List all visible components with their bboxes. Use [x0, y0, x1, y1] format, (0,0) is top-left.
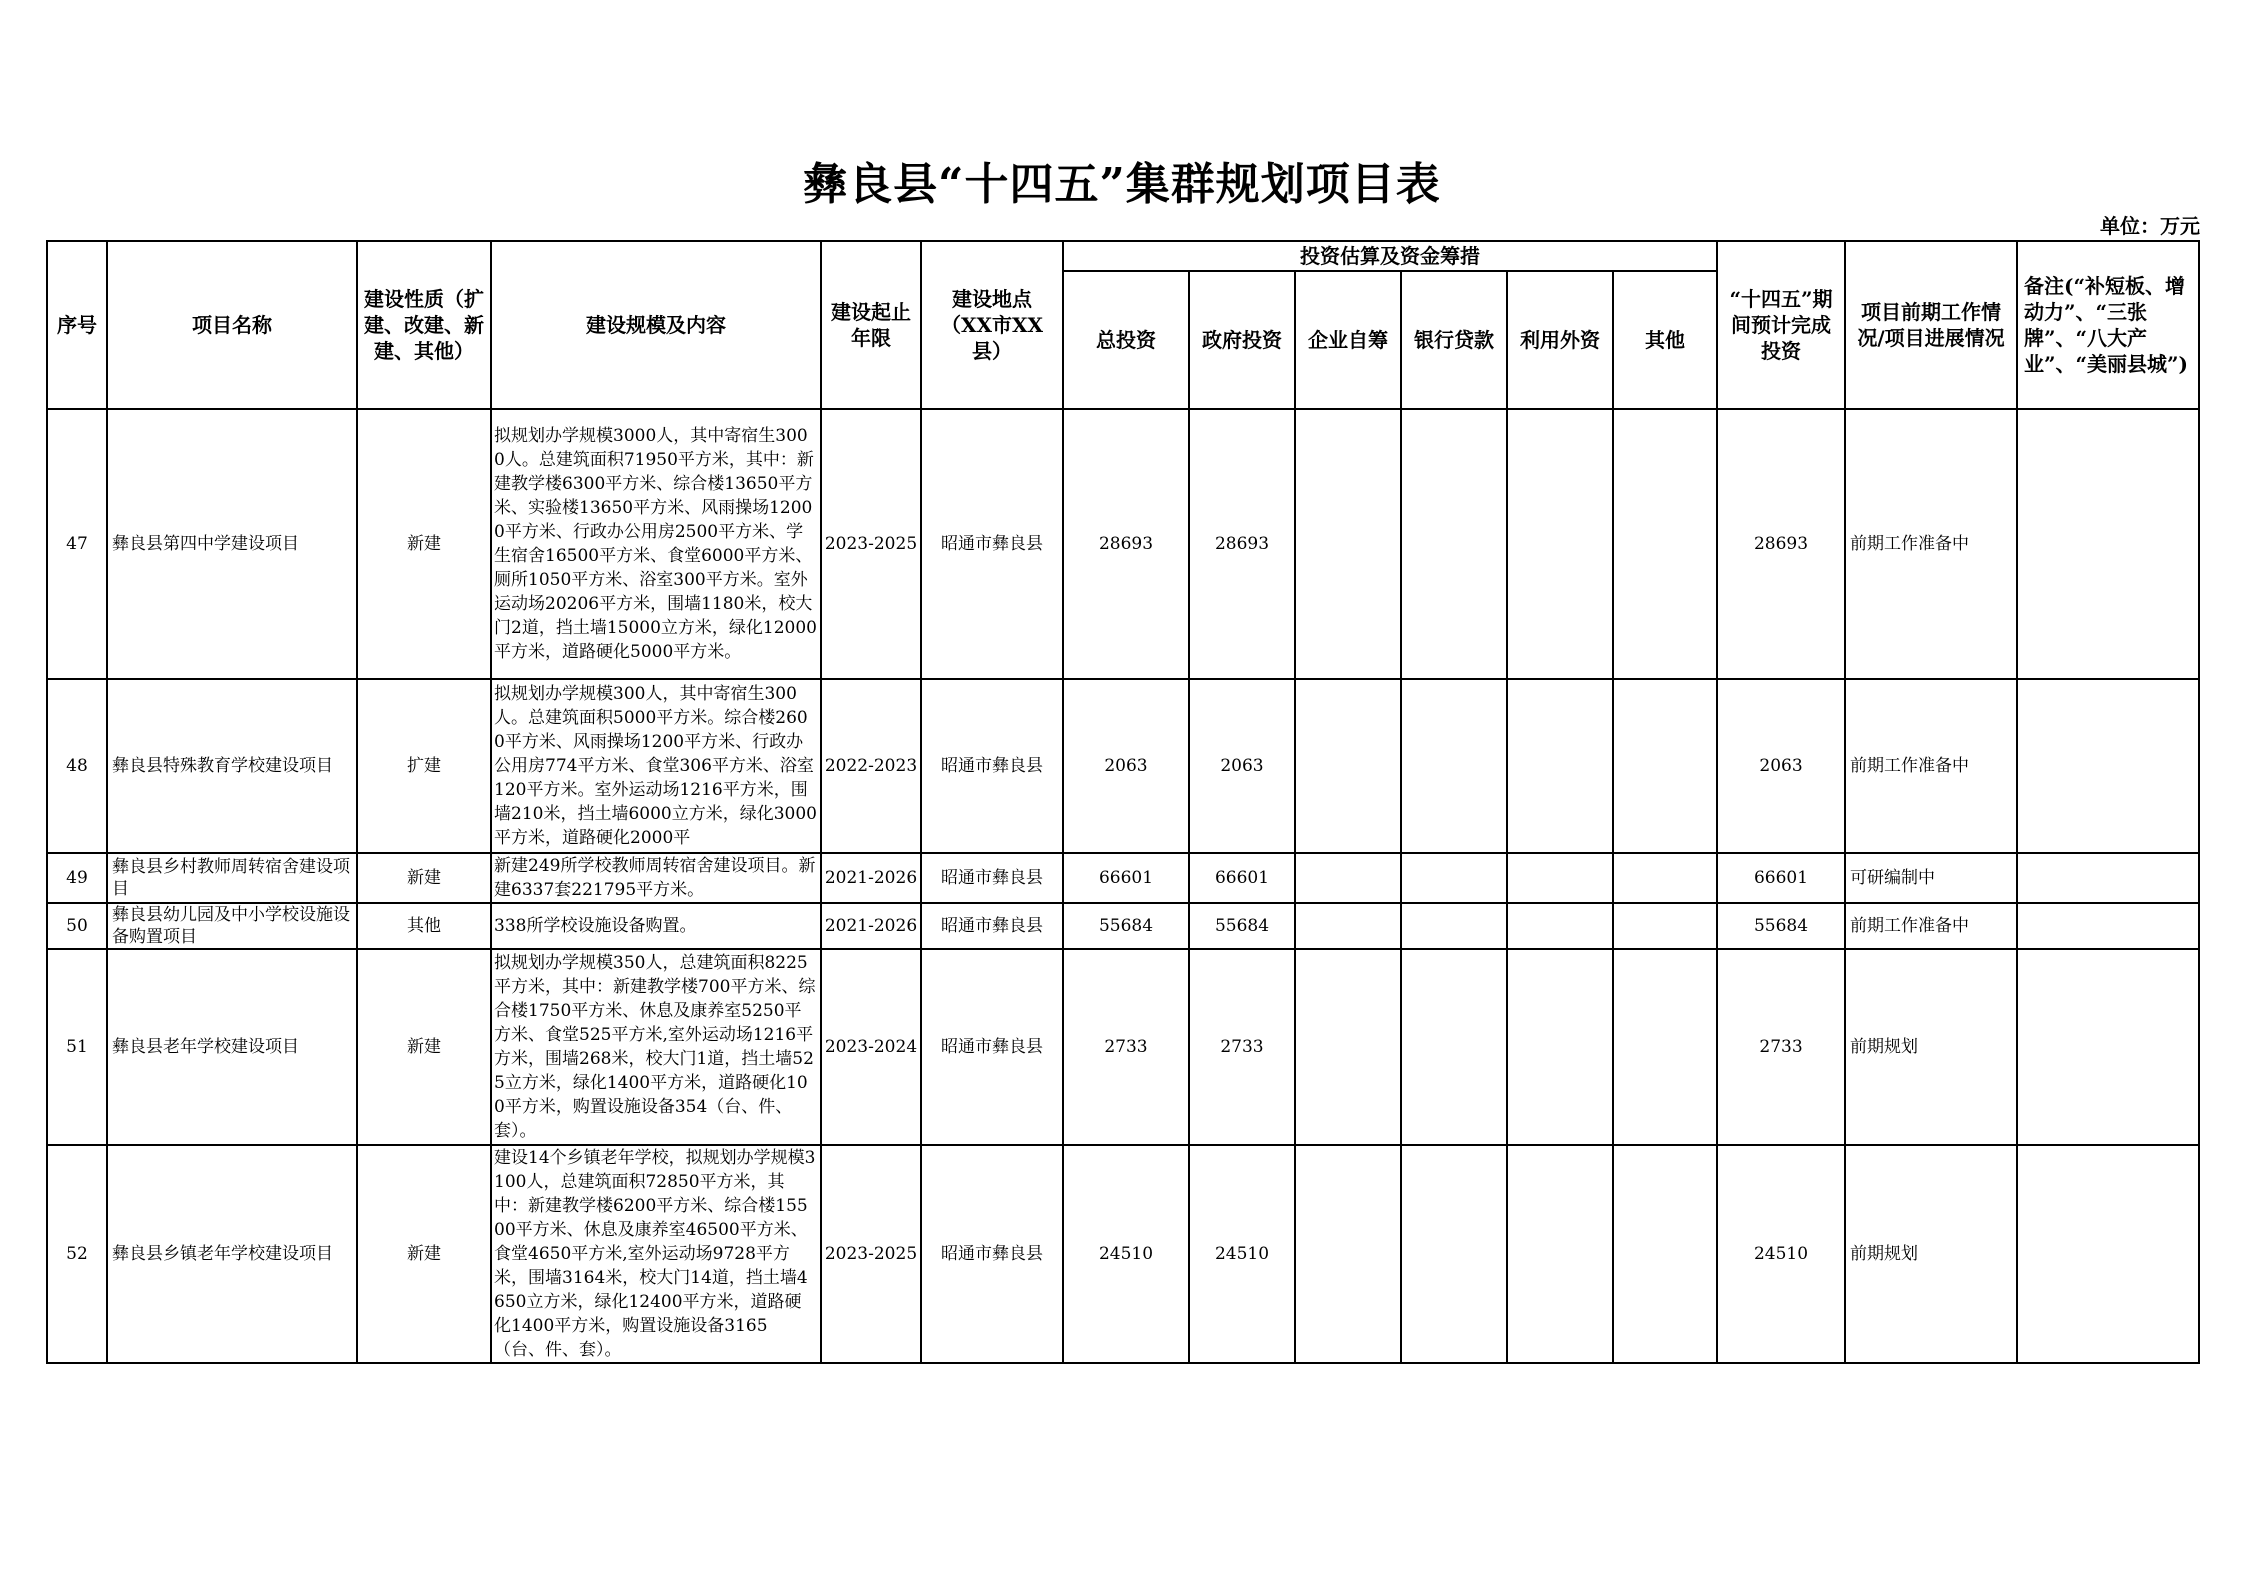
row-progress: 前期工作准备中 [1845, 903, 2017, 949]
row-period: 2021-2026 [821, 853, 921, 903]
row-nature: 新建 [357, 853, 491, 903]
row-foreign [1507, 949, 1613, 1145]
row-other [1613, 949, 1717, 1145]
header-seq: 序号 [47, 241, 107, 409]
page-title: 彝良县“十四五”集群规划项目表 [803, 159, 1441, 210]
header-expected: “十四五”期间预计完成投资 [1717, 241, 1845, 409]
row-bank [1401, 903, 1507, 949]
table-row [47, 903, 2199, 949]
row-total: 66601 [1063, 853, 1189, 903]
row-location: 昭通市彝良县 [921, 949, 1063, 1145]
row-bank [1401, 1145, 1507, 1363]
row-other [1613, 679, 1717, 853]
row-period: 2023-2025 [821, 409, 921, 679]
row-gov: 2733 [1189, 949, 1295, 1145]
project-table [46, 240, 2200, 1364]
row-other [1613, 903, 1717, 949]
row-content: 拟规划办学规模350人，总建筑面积8225平方米，其中：新建教学楼700平方米、综合楼1750平方米、休息及康养室5250平方米、食堂525平方米,室外运动场1216平方米，围墙268米，校大门1道，挡土墙525立方米，绿化1400平方米，道路硬化100平方米，购置设施设备354（台、件、套）。 [491, 949, 821, 1145]
row-location: 昭通市彝良县 [921, 853, 1063, 903]
row-content: 338所学校设施设备购置。 [491, 903, 821, 949]
row-gov: 28693 [1189, 409, 1295, 679]
row-bank [1401, 853, 1507, 903]
header-bank: 银行贷款 [1401, 271, 1507, 409]
row-remark [2017, 903, 2199, 949]
row-period: 2022-2023 [821, 679, 921, 853]
row-enterprise [1295, 1145, 1401, 1363]
row-period: 2023-2024 [821, 949, 921, 1145]
row-nature: 新建 [357, 1145, 491, 1363]
header-enterprise: 企业自筹 [1295, 271, 1401, 409]
row-name: 彝良县老年学校建设项目 [107, 949, 357, 1145]
header-foreign: 利用外资 [1507, 271, 1613, 409]
row-expected: 2063 [1717, 679, 1845, 853]
header-location: 建设地点（XX市XX县） [921, 241, 1063, 409]
header-content: 建设规模及内容 [491, 241, 821, 409]
row-enterprise [1295, 949, 1401, 1145]
row-seq: 52 [47, 1145, 107, 1363]
table-row [47, 679, 2199, 853]
row-remark [2017, 949, 2199, 1145]
row-progress: 前期工作准备中 [1845, 679, 2017, 853]
row-gov: 55684 [1189, 903, 1295, 949]
unit-label: 单位：万元 [2100, 214, 2200, 238]
row-enterprise [1295, 679, 1401, 853]
header-gov: 政府投资 [1189, 271, 1295, 409]
row-location: 昭通市彝良县 [921, 903, 1063, 949]
table-row [47, 409, 2199, 679]
row-foreign [1507, 903, 1613, 949]
row-remark [2017, 679, 2199, 853]
header-remark: 备注(“补短板、增动力”、“三张牌”、“八大产业”、“美丽县城”) [2017, 241, 2199, 409]
row-enterprise [1295, 853, 1401, 903]
row-expected: 28693 [1717, 409, 1845, 679]
row-seq: 50 [47, 903, 107, 949]
row-seq: 47 [47, 409, 107, 679]
row-foreign [1507, 853, 1613, 903]
header-total: 总投资 [1063, 271, 1189, 409]
row-progress: 前期规划 [1845, 1145, 2017, 1363]
row-name: 彝良县乡镇老年学校建设项目 [107, 1145, 357, 1363]
row-nature: 其他 [357, 903, 491, 949]
row-period: 2021-2026 [821, 903, 921, 949]
row-other [1613, 853, 1717, 903]
row-enterprise [1295, 903, 1401, 949]
row-location: 昭通市彝良县 [921, 1145, 1063, 1363]
row-enterprise [1295, 409, 1401, 679]
row-bank [1401, 409, 1507, 679]
row-name: 彝良县特殊教育学校建设项目 [107, 679, 357, 853]
row-seq: 48 [47, 679, 107, 853]
row-nature: 扩建 [357, 679, 491, 853]
row-total: 55684 [1063, 903, 1189, 949]
row-remark [2017, 853, 2199, 903]
row-content: 建设14个乡镇老年学校，拟规划办学规模3100人，总建筑面积72850平方米，其中：新建教学楼6200平方米、综合楼15500平方米、休息及康养室46500平方米、食堂4650平方米,室外运动场9728平方米，围墙3164米，校大门14道，挡土墙4650立方米，绿化12400平方米，道路硬化1400平方米，购置设施设备3165（台、件、套）。 [491, 1145, 821, 1363]
row-name: 彝良县第四中学建设项目 [107, 409, 357, 679]
row-bank [1401, 679, 1507, 853]
header-name: 项目名称 [107, 241, 357, 409]
row-period: 2023-2025 [821, 1145, 921, 1363]
row-gov: 24510 [1189, 1145, 1295, 1363]
row-name: 彝良县乡村教师周转宿舍建设项目 [107, 853, 357, 903]
row-nature: 新建 [357, 949, 491, 1145]
row-total: 24510 [1063, 1145, 1189, 1363]
row-gov: 66601 [1189, 853, 1295, 903]
row-seq: 51 [47, 949, 107, 1145]
row-remark [2017, 409, 2199, 679]
row-expected: 2733 [1717, 949, 1845, 1145]
table-row [47, 1145, 2199, 1363]
row-expected: 66601 [1717, 853, 1845, 903]
row-content: 拟规划办学规模3000人，其中寄宿生3000人。总建筑面积71950平方米，其中：新建教学楼6300平方米、综合楼13650平方米、实验楼13650平方米、风雨操场12000平方米、行政办公用房2500平方米、学生宿舍16500平方米、食堂6000平方米、厕所1050平方米、浴室300平方米。室外运动场20206平方米，围墙1180米，校大门2道，挡土墙15000立方米，绿化12000平方米，道路硬化5000平方米。 [491, 409, 821, 679]
table-row [47, 949, 2199, 1145]
row-bank [1401, 949, 1507, 1145]
header-invest-group: 投资估算及资金筹措 [1063, 241, 1717, 271]
row-other [1613, 1145, 1717, 1363]
row-progress: 可研编制中 [1845, 853, 2017, 903]
header-other: 其他 [1613, 271, 1717, 409]
row-foreign [1507, 1145, 1613, 1363]
row-total: 2733 [1063, 949, 1189, 1145]
row-total: 2063 [1063, 679, 1189, 853]
row-name: 彝良县幼儿园及中小学校设施设备购置项目 [107, 903, 357, 949]
row-nature: 新建 [357, 409, 491, 679]
row-foreign [1507, 679, 1613, 853]
table-row [47, 853, 2199, 903]
row-location: 昭通市彝良县 [921, 409, 1063, 679]
row-expected: 24510 [1717, 1145, 1845, 1363]
row-seq: 49 [47, 853, 107, 903]
row-location: 昭通市彝良县 [921, 679, 1063, 853]
header-progress: 项目前期工作情况/项目进展情况 [1845, 241, 2017, 409]
row-foreign [1507, 409, 1613, 679]
row-content: 拟规划办学规模300人，其中寄宿生300人。总建筑面积5000平方米。综合楼2600平方米、风雨操场1200平方米、行政办公用房774平方米、食堂306平方米、浴室120平方米。室外运动场1216平方米，围墙210米，挡土墙6000立方米，绿化3000平方米，道路硬化2000平 [491, 679, 821, 853]
row-total: 28693 [1063, 409, 1189, 679]
row-other [1613, 409, 1717, 679]
header-nature: 建设性质（扩建、改建、新建、其他） [357, 241, 491, 409]
row-progress: 前期工作准备中 [1845, 409, 2017, 679]
row-remark [2017, 1145, 2199, 1363]
header-period: 建设起止年限 [821, 241, 921, 409]
row-progress: 前期规划 [1845, 949, 2017, 1145]
row-gov: 2063 [1189, 679, 1295, 853]
row-expected: 55684 [1717, 903, 1845, 949]
row-content: 新建249所学校教师周转宿舍建设项目。新建6337套221795平方米。 [491, 853, 821, 903]
